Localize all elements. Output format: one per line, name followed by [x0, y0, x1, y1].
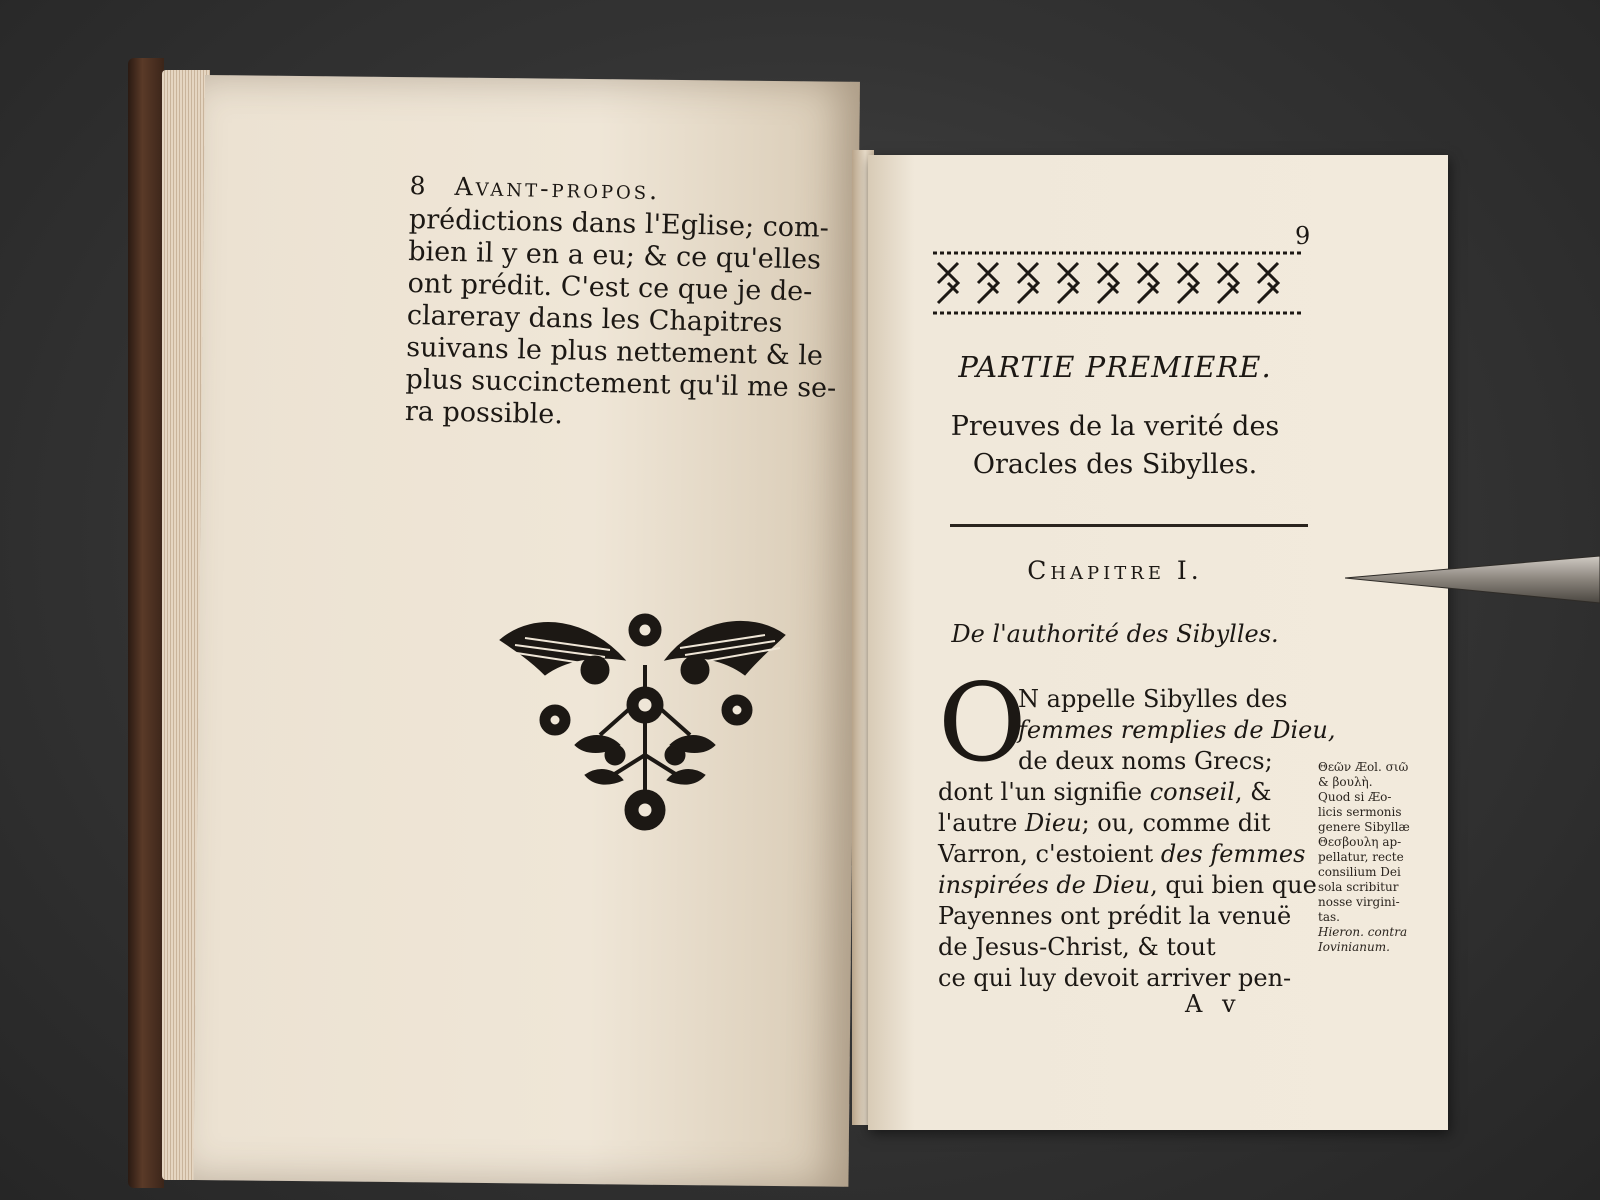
- left-text-line: bien il y en a eu; & ce qu'elles: [407, 235, 822, 276]
- body-line: Payennes ont prédit la venuë: [938, 902, 1292, 930]
- signature-mark: A v: [1185, 990, 1242, 1018]
- marginal-line: Θεσβουλη ap-: [1318, 835, 1402, 849]
- left-page-text: [404, 170, 837, 437]
- chapter-subtitle: De l'authorité des Sibylles.: [951, 620, 1279, 648]
- left-text-line: plus succinctement qu'il me se-: [405, 363, 837, 404]
- book-cover-spine: [128, 58, 164, 1188]
- marginal-line: Iovinianum.: [1318, 940, 1390, 954]
- marginal-note: [1318, 760, 1418, 955]
- marginal-line: sola scribitur: [1318, 880, 1399, 894]
- horizontal-rule: [950, 524, 1308, 527]
- marginal-line: licis sermonis: [1318, 805, 1402, 819]
- marginal-line: tas.: [1318, 910, 1340, 924]
- body-line: de deux noms Grecs;: [1018, 747, 1273, 775]
- body-line: ce qui luy devoit arriver pen-: [938, 964, 1292, 992]
- marginal-line: pellatur, recte: [1318, 850, 1404, 864]
- body-line: Varron, c'estoient des femmes: [938, 840, 1306, 868]
- marginal-line: Quod si Æo-: [1318, 790, 1392, 804]
- marginal-line: Θεῶν Æol. σιῶ: [1318, 760, 1409, 774]
- section-title-line: Oracles des Sibylles.: [972, 449, 1258, 480]
- marginal-line: & βουλὴ.: [1318, 775, 1373, 789]
- paper-knife-icon: [1345, 548, 1600, 608]
- body-line: l'autre Dieu; ou, comme dit: [938, 809, 1271, 837]
- left-text-line: prédictions dans l'Eglise; com-: [408, 203, 830, 244]
- body-line: femmes remplies de Dieu,: [1018, 716, 1336, 744]
- marginal-line: Hieron. contra: [1318, 925, 1408, 939]
- left-text-line: ont prédit. C'est ce que je de-: [407, 267, 813, 308]
- right-page-number: 9: [1295, 222, 1311, 250]
- drop-cap: O: [938, 661, 1027, 786]
- left-text-line: clareray dans les Chapitres: [406, 299, 783, 339]
- marginal-line: consilium Dei: [1318, 865, 1401, 879]
- left-text-line: ra possible.: [404, 395, 564, 431]
- body-line: dont l'un signifie conseil, &: [938, 778, 1272, 806]
- floral-ornament-icon: [495, 605, 795, 859]
- section-title: [925, 408, 1305, 484]
- marginal-line: genere Sibyllæ: [1318, 820, 1410, 834]
- marginal-line: nosse virgini-: [1318, 895, 1400, 909]
- body-line: inspirées de Dieu, qui bien que: [938, 871, 1317, 899]
- chapter-title: Chapitre I.: [1027, 556, 1203, 585]
- body-line: de Jesus-Christ, & tout: [938, 933, 1216, 961]
- left-text-line: suivans le plus nettement & le: [405, 331, 824, 372]
- section-title-line: Preuves de la verité des: [950, 411, 1280, 442]
- left-page-number: 8: [409, 170, 429, 201]
- headpiece-band-icon: [933, 248, 1303, 322]
- running-head-title: Avant-propos.: [454, 171, 661, 206]
- part-title: PARTIE PREMIERE.: [958, 350, 1272, 384]
- body-line: N appelle Sibylles des: [1018, 685, 1288, 713]
